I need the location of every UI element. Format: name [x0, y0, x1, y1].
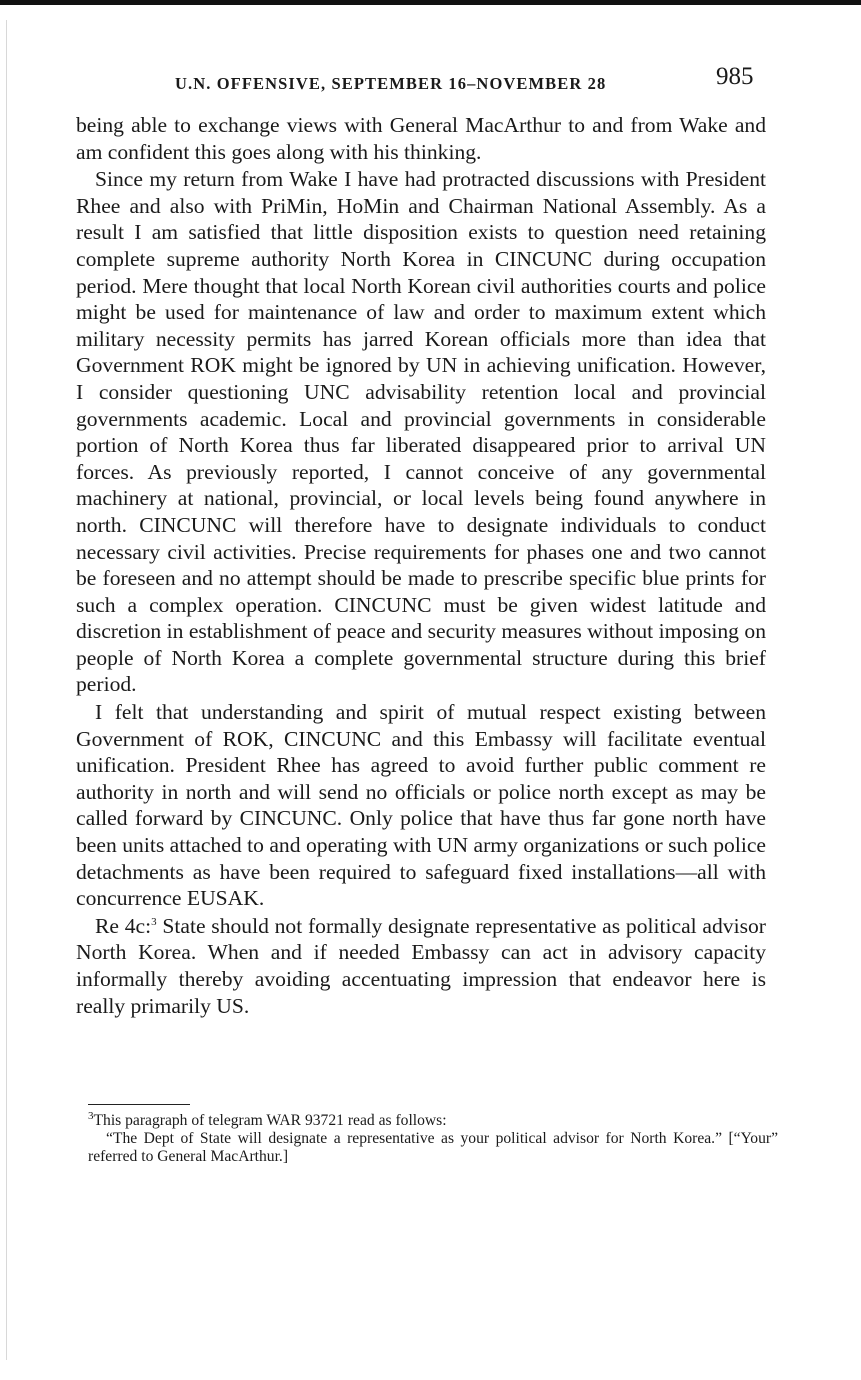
footnote-reference: 3	[151, 915, 157, 928]
footnote-3	[88, 1109, 778, 1130]
footnote-3-quote: “The Dept of State will designate a representative as your political advisor for North Korea.” [“Your” referred to General MacArthur.]	[88, 1130, 778, 1165]
page-number: 985	[716, 63, 754, 90]
footnote-3-text: This paragraph of telegram WAR 93721 read as follows:	[93, 1112, 447, 1129]
paragraph-mutual-respect: I felt that understanding and spirit of mutual respect existing between Government of ROK, CINCUNC and this Embassy will facilitate eventual unification. President Rhee has agreed to avoid further public comment re authority in north and will send no officials or police north except as may be called forward by CINCUNC. Only police that have thus far gone north have been units attached to and operating with UN army organizations or such police detachments as have been required to safeguard fixed installations—all with concurrence EUSAK.	[76, 700, 766, 911]
top-border-rule	[0, 0, 861, 5]
body-text	[76, 112, 766, 1019]
re-4c-text: State should not formally designate representative as political advisor North Korea. When and if needed Embassy can act in advisory capacity informally thereby avoiding accentuating impression that endeavor here is really primarily US.	[76, 913, 766, 1018]
re-4c-lead: Re 4c:	[95, 913, 152, 938]
running-head: U.N. OFFENSIVE, SEPTEMBER 16–NOVEMBER 28	[175, 74, 607, 93]
footnote-divider	[88, 1104, 190, 1105]
footnotes	[88, 1109, 778, 1166]
page-left-edge	[6, 20, 7, 1360]
footnote-3-marker: 3	[88, 1109, 94, 1122]
paragraph-re-4c	[76, 913, 766, 1019]
paragraph-continued: being able to exchange views with General MacArthur to and from Wake and am confident this goes along with his thinking.	[76, 113, 766, 164]
paragraph-rhee-discussions: Since my return from Wake I have had protracted discussions with President Rhee and also with PriMin, HoMin and Chairman National Assembly. As a result I am satisfied that little disposition exists to question need retaining complete supreme authority North Korea in CINCUNC during occupation period. Mere thought that local North Korean civil authorities courts and police might be used for maintenance of law and order to maximum extent which military necessity permits has jarred Korean officials more than idea that Government ROK might be ignored by UN in achieving unification. However, I consider questioning UNC advisability retention local and provincial governments academic. Local and provincial governments in considerable portion of North Korea thus far liberated disappeared prior to arrival UN forces. As previously reported, I cannot conceive of any governmental machinery at national, provincial, or local levels being found anywhere in north. CINCUNC will therefore have to designate individuals to conduct necessary civil activities. Precise requirements for phases one and two cannot be foreseen and no attempt should be made to prescribe specific blue prints for such a complex operation. CINCUNC must be given widest latitude and discretion in establishment of peace and security measures without imposing on people of North Korea a complete governmental structure during this brief period.	[76, 167, 766, 697]
